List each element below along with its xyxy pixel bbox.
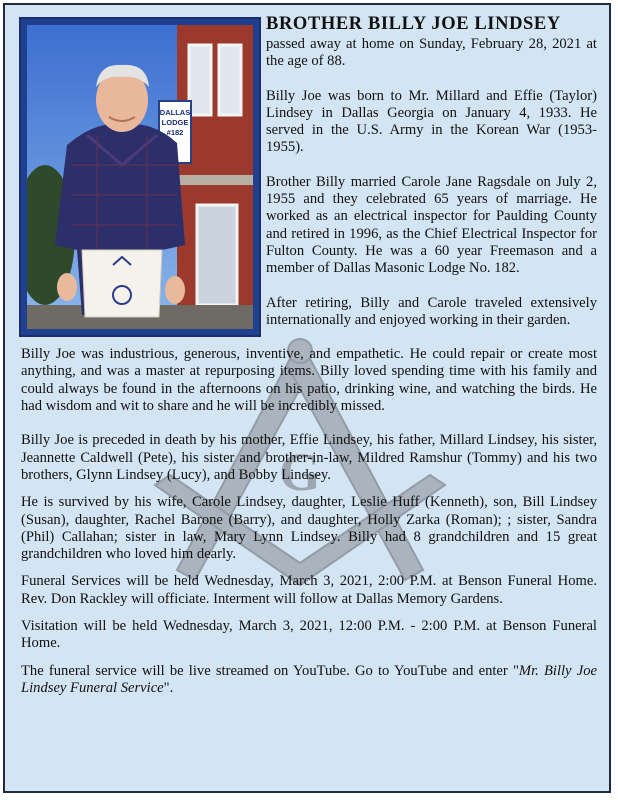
paragraph-survived: He is survived by his wife, Carole Lindsey, daughter, Leslie Huff (Kenneth), son, Bill Lindsey (Susan), daughter, Rachel Barone (Barry), and daughter, Holly Zarka (Roman); ; sister, Sandra (Phil) Callahan; sister in law, Mary Lynn Lindsey. Billy had 8 grandchildren and 15 great grandchildren who loved him dearly. xyxy=(21,494,597,563)
lodge-sign-line3: #182 xyxy=(166,128,184,137)
paragraph-birth: Billy Joe was born to Mr. Millard and Effie (Taylor) Lindsey in Dallas Georgia on January 4, 1933. He served in the U.S. Army in the Korean War (1953-1955). xyxy=(266,87,597,156)
lodge-sign-line2: LODGE xyxy=(161,118,189,127)
paragraph-visitation: Visitation will be held Wednesday, March 3, 2021, 12:00 P.M. - 2:00 P.M. at Benson Funeral Home. xyxy=(21,618,597,652)
livestream-search-term: Mr. Billy Joe Lindsey Funeral Service xyxy=(21,662,597,696)
livestream-text: The funeral service will be live streamed on YouTube. Go to YouTube and enter " xyxy=(21,662,519,679)
paragraph-retirement: After retiring, Billy and Carole traveled extensively internationally and enjoyed working in their garden. xyxy=(266,294,597,328)
obituary-page xyxy=(3,3,611,793)
paragraph-preceded: Billy Joe is preceded in death by his mother, Effie Lindsey, his father, Millard Lindsey, his sister, Jeannette Caldwell (Pete), his sister and brother-in-law, Mildred Ramshur (Tommy) and his two brothers, Glynn Lindsey (Lucy), and Bobby Lindsey. xyxy=(21,432,597,483)
deceased-name: BROTHER BILLY JOE LINDSEY xyxy=(266,14,561,34)
livestream-end: ". xyxy=(163,679,174,696)
paragraph-character: Billy Joe was industrious, generous, inventive, and empathetic. He could repair or create most anything, and was a master at repurposing items. Billy loved spending time with his family and could always be found in the afternoons on his patio, drinking wine, and watching the birds. He had wisdom and wit to share and he will be incredibly missed. xyxy=(21,346,597,415)
paragraph-marriage: Brother Billy married Carole Jane Ragsdale on July 2, 1955 and they celebrated 65 years of marriage. He worked as an electrical inspector for Paulding County and retired in 1996, as the Chief Electrical Inspector for Fulton County. He was a 60 year Freemason and a member of Dallas Masonic Lodge No. 182. xyxy=(266,173,597,277)
lodge-sign-line1: DALLAS xyxy=(159,108,191,117)
paragraph-passing: passed away at home on Sunday, February 28, 2021 at the age of 88. xyxy=(266,36,597,70)
obituary-text xyxy=(21,13,597,707)
paragraph-funeral: Funeral Services will be held Wednesday, March 3, 2021, 2:00 P.M. at Benson Funeral Home. Rev. Don Rackley will officiate. Interment will follow at Dallas Memory Gardens. xyxy=(21,573,597,607)
watermark-letter: G xyxy=(278,442,322,502)
paragraph-livestream xyxy=(21,663,597,698)
